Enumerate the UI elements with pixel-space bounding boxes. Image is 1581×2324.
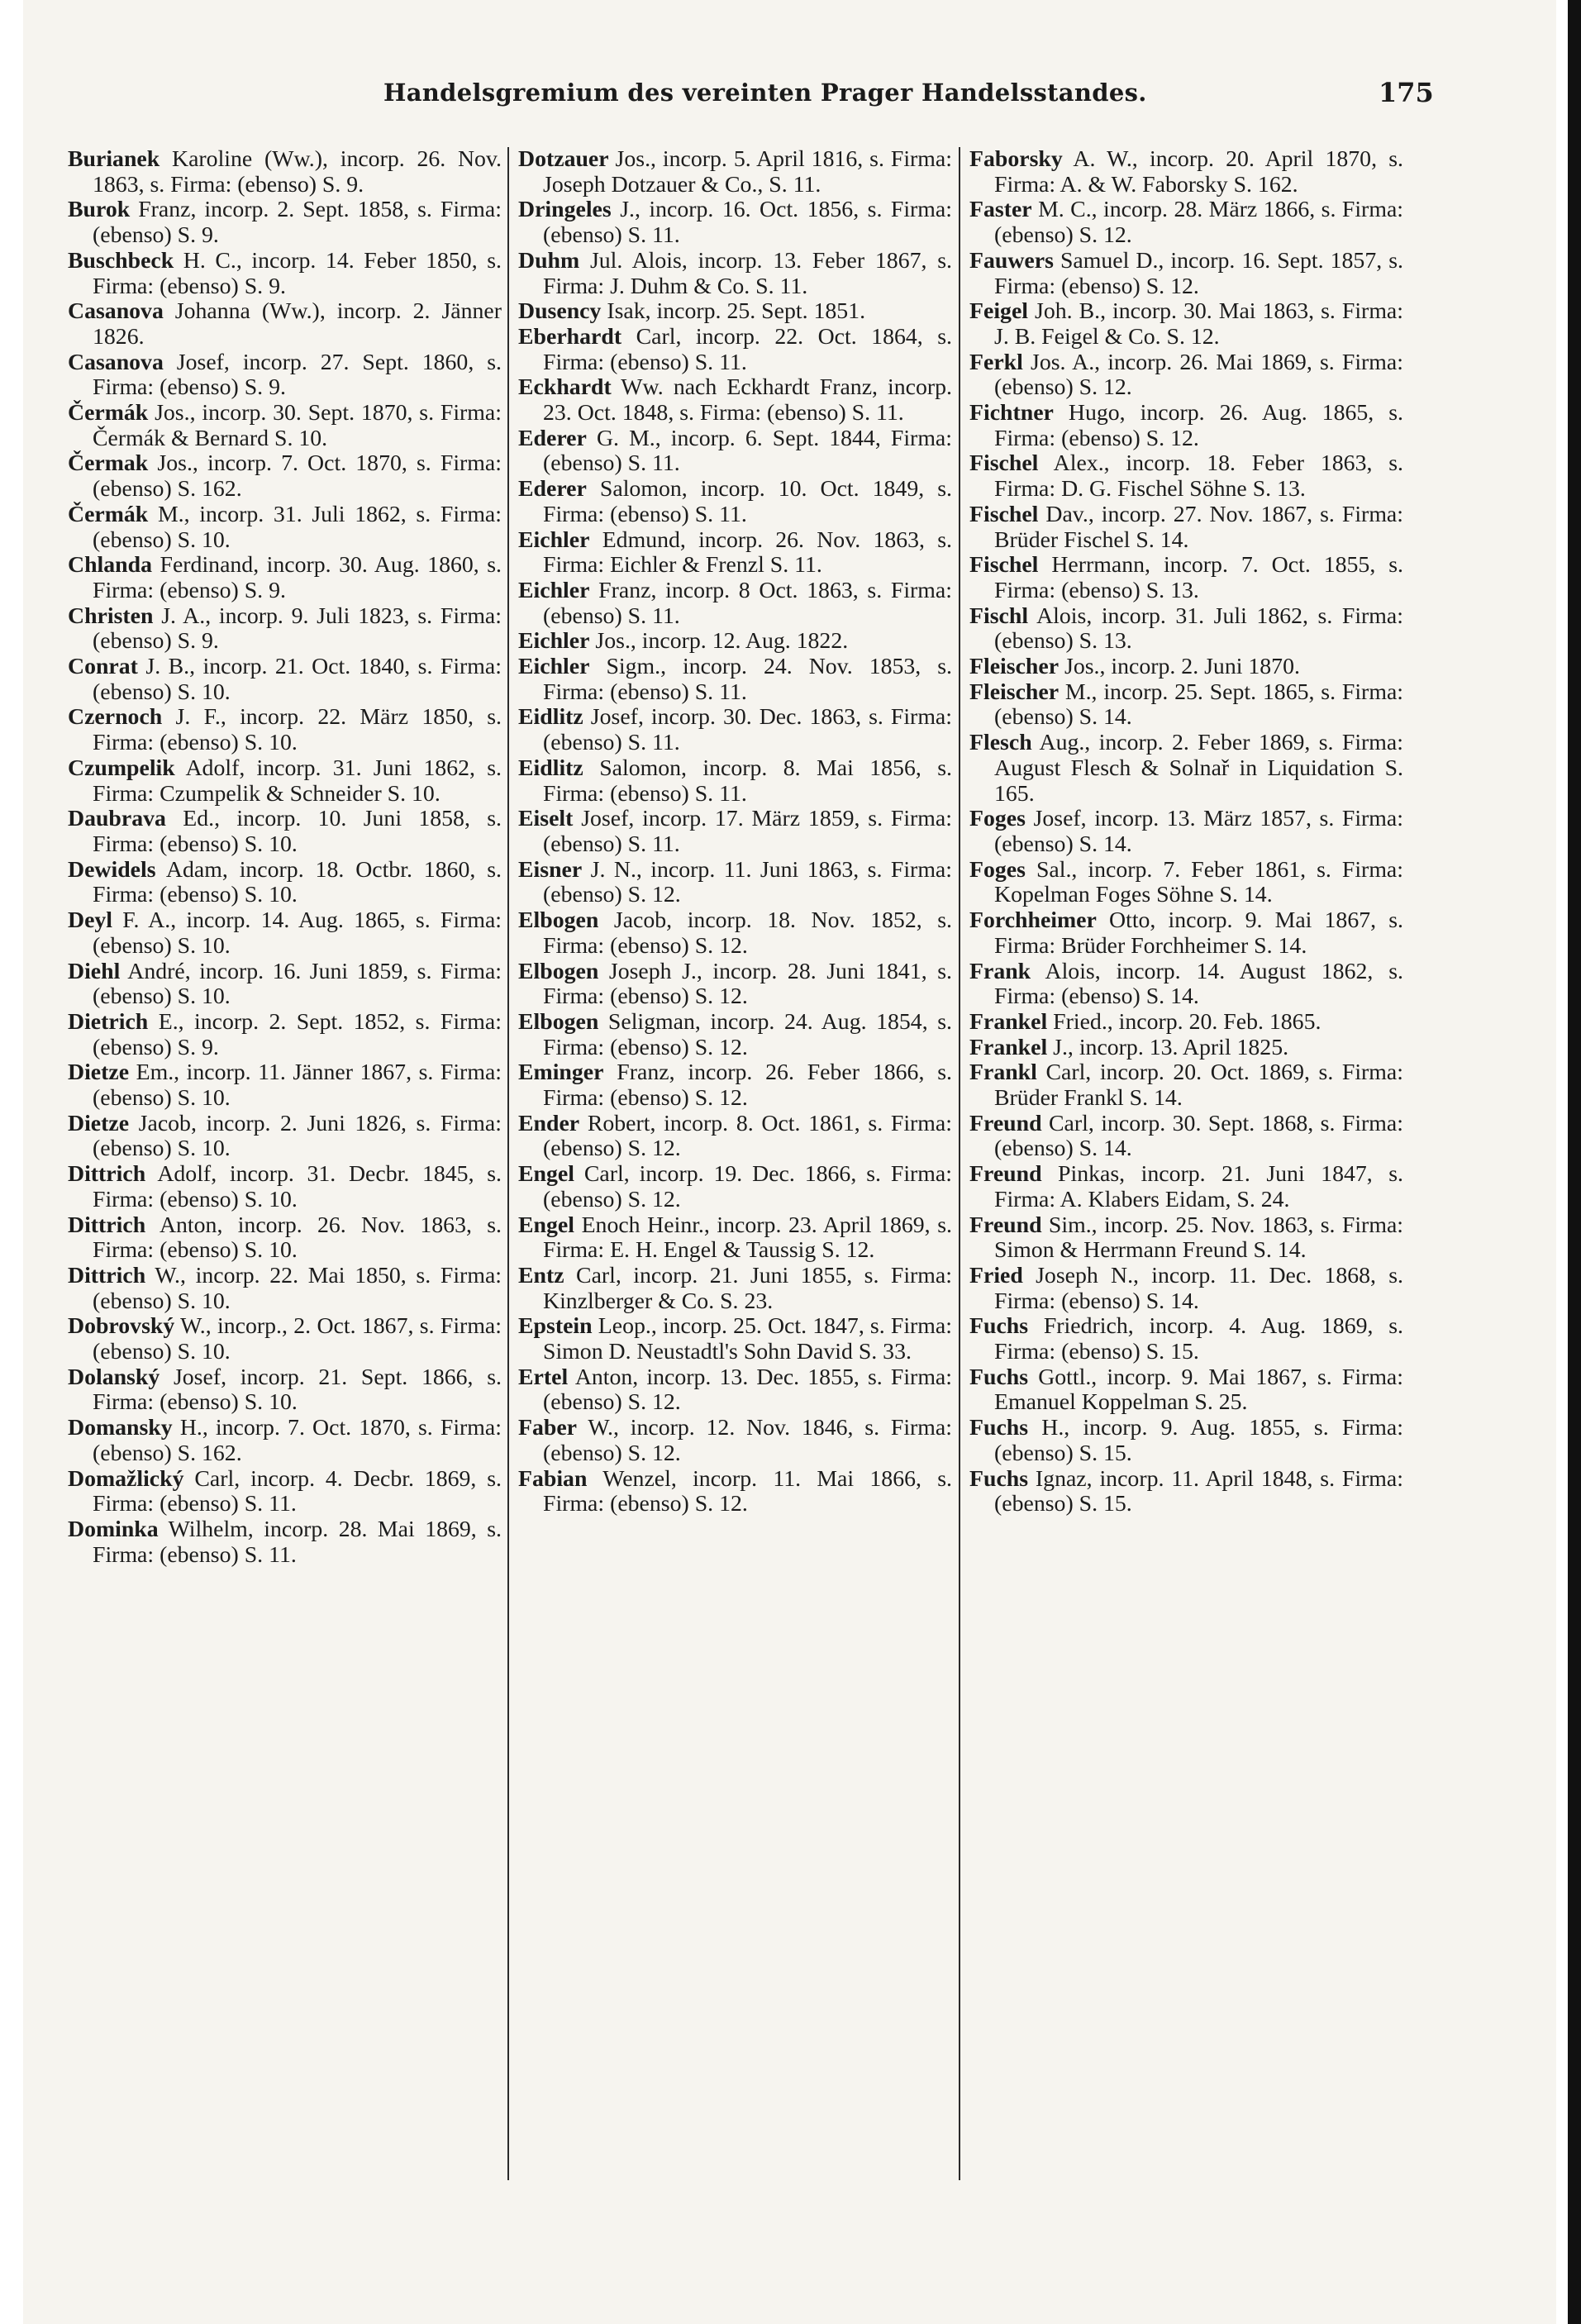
entry-surname: Eichler [518,577,590,603]
entry-surname: Dittrich [68,1262,146,1288]
directory-entry [68,1416,502,1466]
entry-details: W., incorp., 2. Oct. 1867, s. Firma: (ebenso) S. 10. [93,1313,502,1365]
entry-details: Sim., incorp. 25. Nov. 1863, s. Firma: Simon & Herrmann Freund S. 14. [994,1212,1403,1264]
entry-details: Jos., incorp. 30. Sept. 1870, s. Firma: Čermák & Bernard S. 10. [93,400,502,451]
entry-surname: Epstein [518,1313,593,1340]
directory-entry [969,401,1403,451]
entry-details: H., incorp. 7. Oct. 1870, s. Firma: (ebenso) S. 162. [93,1415,502,1466]
entry-details: Em., incorp. 11. Jänner 1867, s. Firma: (ebenso) S. 10. [93,1060,502,1112]
entry-surname: Dolanský [68,1364,160,1390]
entry-details: Dav., incorp. 27. Nov. 1867, s. Firma: Brüder Fischel S. 14. [994,501,1403,553]
entry-details: Joh. B., incorp. 30. Mai 1863, s. Firma: J. B. Feigel & Co. S. 12. [994,298,1403,350]
entry-surname: Fleischer [969,654,1060,680]
entry-surname: Faber [518,1415,578,1441]
entry-surname: Duhm [518,247,580,274]
entry-surname: Fuchs [969,1465,1029,1492]
page-edge-shadow [1568,0,1581,2324]
entry-surname: Czumpelik [68,755,175,781]
entry-details: Ignaz, incorp. 11. April 1848, s. Firma: (ebenso) S. 15. [994,1465,1403,1517]
entry-surname: Daubrava [68,806,166,832]
entry-details: Anton, incorp. 13. Dec. 1855, s. Firma: (ebenso) S. 12. [543,1364,952,1416]
directory-entry [518,655,952,705]
entry-surname: Buschbeck [68,247,174,274]
directory-entry [518,629,952,655]
entry-details: Jacob, incorp. 18. Nov. 1852, s. Firma: (ebenso) S. 12. [543,907,952,959]
entry-surname: Elbogen [518,1008,599,1035]
directory-entry [518,426,952,477]
entry-details: Samuel D., incorp. 16. Sept. 1857, s. Firma: (ebenso) S. 12. [994,247,1403,299]
entry-surname: Fuchs [969,1313,1029,1340]
directory-entry [518,325,952,375]
entry-surname: Fauwers [969,247,1054,274]
directory-entry [518,858,952,908]
entry-details: Otto, incorp. 9. Mai 1867, s. Firma: Brüder Forchheimer S. 14. [994,907,1403,959]
entry-details: Adolf, incorp. 31. Juni 1862, s. Firma: Czumpelik & Schneider S. 10. [93,755,502,807]
page-number: 175 [1379,77,1434,108]
entry-details: Jacob, incorp. 2. Juni 1826, s. Firma: (ebenso) S. 10. [93,1110,502,1162]
entry-surname: Fischel [969,450,1039,477]
entry-details: W., incorp. 12. Nov. 1846, s. Firma: (ebenso) S. 12. [543,1415,952,1466]
directory-entry [518,1213,952,1264]
entry-details: Seligman, incorp. 24. Aug. 1854, s. Firma: (ebenso) S. 12. [543,1008,952,1060]
entry-details: Alois, incorp. 31. Juli 1862, s. Firma: (ebenso) S. 13. [994,602,1403,655]
entry-surname: Domažlický [68,1465,184,1492]
directory-entry [518,579,952,629]
entry-details: Carl, incorp. 22. Oct. 1864, s. Firma: (ebenso) S. 11. [543,323,952,375]
running-header-title: Handelsgremium des vereinten Prager Handelsstandes. [383,79,1147,107]
entry-details: Jos., incorp. 5. April 1816, s. Firma: Joseph Dotzauer & Co., S. 11. [543,147,952,198]
entry-surname: Elbogen [518,958,599,984]
entry-details: Enoch Heinr., incorp. 23. April 1869, s. Firma: E. H. Engel & Taussig S. 12. [543,1212,952,1264]
entry-details: Friedrich, incorp. 4. Aug. 1869, s. Firma: (ebenso) S. 15. [994,1313,1403,1365]
entry-surname: Dringeles [518,197,612,223]
entry-details: Carl, incorp. 20. Oct. 1869, s. Firma: Brüder Frankl S. 14. [994,1060,1403,1112]
entry-details: Carl, incorp. 19. Dec. 1866, s. Firma: (ebenso) S. 12. [543,1161,952,1212]
entry-surname: Czernoch [68,704,163,731]
directory-entry [68,1162,502,1212]
directory-entry [518,528,952,579]
entry-surname: Chlanda [68,552,152,579]
entry-surname: Frankel [969,1008,1048,1035]
directory-entry [518,908,952,959]
entry-details: Carl, incorp. 30. Sept. 1868, s. Firma: (ebenso) S. 14. [994,1110,1403,1162]
directory-entry [518,1365,952,1416]
directory-entry [68,705,502,755]
directory-entry [969,1162,1403,1212]
entry-details: Isak, incorp. 25. Sept. 1851. [601,298,866,325]
entry-details: Franz, incorp. 2. Sept. 1858, s. Firma: (ebenso) S. 9. [93,197,502,249]
entry-details: J. N., incorp. 11. Juni 1863, s. Firma: (ebenso) S. 12. [543,856,952,908]
directory-entry [68,401,502,451]
entry-surname: Conrat [68,654,138,680]
directory-entry [518,960,952,1010]
directory-column-1 [68,147,502,2188]
directory-entry [68,249,502,299]
entry-surname: Fischel [969,501,1039,527]
directory-entry [518,807,952,857]
entry-details: Edmund, incorp. 26. Nov. 1863, s. Firma: Eichler & Frenzl S. 11. [543,526,952,579]
entry-surname: Eichler [518,628,590,655]
entry-details: Wilhelm, incorp. 28. Mai 1869, s. Firma: (ebenso) S. 11. [93,1516,502,1568]
entry-surname: Fuchs [969,1415,1029,1441]
directory-entry [518,1010,952,1060]
entry-details: Robert, incorp. 8. Oct. 1861, s. Firma: (ebenso) S. 12. [543,1110,952,1162]
directory-entry [969,147,1403,198]
directory-entry [969,1010,1403,1036]
entry-details: Leop., incorp. 25. Oct. 1847, s. Firma: Simon D. Neustadtl's Sohn David S. 33. [543,1313,952,1365]
entry-details: Jos. A., incorp. 26. Mai 1869, s. Firma: (ebenso) S. 12. [994,349,1403,401]
directory-entry [969,198,1403,248]
entry-details: Salomon, incorp. 10. Oct. 1849, s. Firma: (ebenso) S. 11. [543,476,952,527]
directory-entry [969,731,1403,807]
directory-entry [68,299,502,350]
directory-entry [518,477,952,527]
directory-entry [969,655,1403,680]
directory-entry [969,553,1403,603]
directory-entry [68,604,502,655]
directory-entry [969,960,1403,1010]
directory-entry [969,502,1403,553]
entry-details: Franz, incorp. 26. Feber 1866, s. Firma: (ebenso) S. 12. [543,1060,952,1112]
directory-entry [969,1060,1403,1111]
directory-entry [969,604,1403,655]
entry-details: E., incorp. 2. Sept. 1852, s. Firma: (ebenso) S. 9. [93,1008,502,1060]
entry-details: A. W., incorp. 20. April 1870, s. Firma: A. & W. Faborsky S. 162. [994,147,1403,198]
entry-surname: Frankl [969,1060,1037,1086]
directory-entry [68,1314,502,1364]
directory-column-2 [518,147,952,2188]
entry-surname: Feigel [969,298,1028,325]
entry-details: Josef, incorp. 21. Sept. 1866, s. Firma: (ebenso) S. 10. [93,1364,502,1416]
entry-surname: Faster [969,197,1032,223]
entry-surname: Freund [969,1110,1042,1136]
entry-details: Sal., incorp. 7. Feber 1861, s. Firma: Kopelman Foges Söhne S. 14. [994,856,1403,908]
entry-details: J., incorp. 16. Oct. 1856, s. Firma: (ebenso) S. 11. [543,197,952,249]
entry-surname: Eidlitz [518,755,583,781]
directory-entry [68,1213,502,1264]
entry-surname: Domansky [68,1415,173,1441]
entry-details: M., incorp. 31. Juli 1862, s. Firma: (ebenso) S. 10. [93,501,502,553]
entry-surname: Eckhardt [518,374,612,401]
directory-column-3 [969,147,1403,2188]
entry-details: Ww. nach Eckhardt Franz, incorp. 23. Oct. 1848, s. Firma: (ebenso) S. 11. [543,374,952,426]
entry-details: Jos., incorp. 2. Juni 1870. [1059,654,1300,680]
directory-entry [68,655,502,705]
entry-details: Karoline (Ww.), incorp. 26. Nov. 1863, s. Firma: (ebenso) S. 9. [93,147,502,198]
entry-surname: Elbogen [518,907,599,934]
entry-surname: Čermák [68,501,149,527]
entry-details: Joseph N., incorp. 11. Dec. 1868, s. Firma: (ebenso) S. 14. [994,1262,1403,1314]
entry-details: J. F., incorp. 22. März 1850, s. Firma: (ebenso) S. 10. [93,704,502,756]
entry-details: M., incorp. 25. Sept. 1865, s. Firma: (ebenso) S. 14. [994,679,1403,731]
entry-surname: Eiselt [518,806,574,832]
directory-entry [68,553,502,603]
directory-entry [68,858,502,908]
entry-surname: Ferkl [969,349,1023,375]
entry-surname: Flesch [969,730,1032,756]
entry-details: Fried., incorp. 20. Feb. 1865. [1047,1008,1321,1035]
entry-details: André, incorp. 16. Juni 1859, s. Firma: (ebenso) S. 10. [93,958,502,1010]
entry-details: Herrmann, incorp. 7. Oct. 1855, s. Firma: (ebenso) S. 13. [994,552,1403,603]
entry-surname: Eminger [518,1060,604,1086]
directory-entry [68,1112,502,1162]
entry-surname: Fichtner [969,400,1054,426]
directory-entry [68,451,502,502]
entry-surname: Deyl [68,907,113,934]
directory-entry [969,451,1403,502]
directory-entry [518,756,952,807]
entry-surname: Fleischer [969,679,1060,705]
entry-surname: Foges [969,806,1026,832]
directory-entry [518,147,952,198]
directory-entry [518,1314,952,1364]
entry-surname: Frankel [969,1034,1048,1060]
entry-details: Adam, incorp. 18. Octbr. 1860, s. Firma: (ebenso) S. 10. [93,856,502,908]
directory-entry [969,1112,1403,1162]
entry-surname: Casanova [68,349,164,375]
directory-entry [68,960,502,1010]
entry-surname: Eidlitz [518,704,583,731]
directory-entry [518,705,952,755]
entry-surname: Dobrovský [68,1313,175,1340]
entry-surname: Burok [68,197,131,223]
entry-surname: Engel [518,1161,574,1188]
directory-entry [68,198,502,248]
directory-entry [518,249,952,299]
entry-details: Alois, incorp. 14. August 1862, s. Firma: (ebenso) S. 14. [994,958,1403,1010]
entry-surname: Faborsky [969,147,1063,172]
directory-entry [68,1467,502,1517]
entry-surname: Čermak [68,450,149,477]
entry-details: Adolf, incorp. 31. Decbr. 1845, s. Firma: (ebenso) S. 10. [93,1161,502,1212]
entry-details: Hugo, incorp. 26. Aug. 1865, s. Firma: (ebenso) S. 12. [994,400,1403,451]
entry-surname: Dittrich [68,1212,146,1238]
directory-entry [68,756,502,807]
entry-surname: Dominka [68,1516,159,1542]
directory-entry [68,1010,502,1060]
directory-entry [969,1365,1403,1416]
entry-surname: Forchheimer [969,907,1097,934]
entry-surname: Entz [518,1262,564,1288]
directory-entry [969,1213,1403,1264]
entry-details: H., incorp. 9. Aug. 1855, s. Firma: (ebenso) S. 15. [994,1415,1403,1466]
entry-surname: Ederer [518,476,587,502]
directory-entry [518,198,952,248]
column-divider [959,147,960,2180]
entry-details: J. B., incorp. 21. Oct. 1840, s. Firma: (ebenso) S. 10. [93,654,502,705]
entry-details: Jos., incorp. 12. Aug. 1822. [589,628,849,655]
column-divider [507,147,509,2180]
entry-details: Jul. Alois, incorp. 13. Feber 1867, s. Firma: J. Duhm & Co. S. 11. [543,247,952,299]
directory-entry [969,1036,1403,1061]
entry-surname: Eisner [518,856,583,883]
directory-entry [969,680,1403,731]
entry-surname: Fuchs [969,1364,1029,1390]
entry-details: Pinkas, incorp. 21. Juni 1847, s. Firma: A. Klabers Eidam, S. 24. [994,1161,1403,1212]
entry-details: W., incorp. 22. Mai 1850, s. Firma: (ebenso) S. 10. [93,1262,502,1314]
directory-entry [969,858,1403,908]
directory-entry [969,1416,1403,1466]
entry-details: Joseph J., incorp. 28. Juni 1841, s. Firma: (ebenso) S. 12. [543,958,952,1010]
entry-surname: Diehl [68,958,121,984]
directory-entry [518,1060,952,1111]
entry-surname: Dietze [68,1110,130,1136]
entry-surname: Christen [68,602,154,629]
directory-entry [68,1264,502,1314]
entry-surname: Eberhardt [518,323,622,350]
entry-details: Josef, incorp. 17. März 1859, s. Firma: (ebenso) S. 11. [543,806,952,857]
entry-surname: Eichler [518,526,590,553]
entry-surname: Ederer [518,425,587,451]
directory-entry [969,1314,1403,1364]
entry-details: Aug., incorp. 2. Feber 1869, s. Firma: August Flesch & Solnař in Liquidation S. 165. [994,730,1403,807]
entry-details: Jos., incorp. 7. Oct. 1870, s. Firma: (ebenso) S. 162. [93,450,502,502]
entry-details: Josef, incorp. 30. Dec. 1863, s. Firma: (ebenso) S. 11. [543,704,952,756]
entry-details: Wenzel, incorp. 11. Mai 1866, s. Firma: (ebenso) S. 12. [543,1465,952,1517]
directory-entry [68,1517,502,1568]
entry-surname: Ender [518,1110,580,1136]
directory-entry [68,350,502,401]
directory-entry [518,1264,952,1314]
entry-details: Alex., incorp. 18. Feber 1863, s. Firma: D. G. Fischel Söhne S. 13. [994,450,1403,502]
entry-details: Franz, incorp. 8 Oct. 1863, s. Firma: (ebenso) S. 11. [543,577,952,629]
entry-details: Salomon, incorp. 8. Mai 1856, s. Firma: (ebenso) S. 11. [543,755,952,807]
entry-surname: Čermák [68,400,149,426]
entry-details: Anton, incorp. 26. Nov. 1863, s. Firma: (ebenso) S. 10. [93,1212,502,1264]
entry-surname: Dietze [68,1060,130,1086]
entry-surname: Eichler [518,654,590,680]
entry-details: G. M., incorp. 6. Sept. 1844, Firma: (ebenso) S. 11. [543,425,952,477]
entry-details: Johanna (Ww.), incorp. 2. Jänner 1826. [93,298,502,350]
entry-details: J., incorp. 13. April 1825. [1047,1034,1289,1060]
entry-details: Josef, incorp. 27. Sept. 1860, s. Firma: (ebenso) S. 9. [93,349,502,401]
entry-surname: Engel [518,1212,574,1238]
entry-details: Sigm., incorp. 24. Nov. 1853, s. Firma: (ebenso) S. 11. [543,654,952,705]
directory-entry [68,908,502,959]
directory-entry [969,908,1403,959]
entry-surname: Freund [969,1212,1042,1238]
entry-details: J. A., incorp. 9. Juli 1823, s. Firma: (ebenso) S. 9. [93,602,502,655]
entry-details: Gottl., incorp. 9. Mai 1867, s. Firma: Emanuel Koppelman S. 25. [994,1364,1403,1416]
entry-details: Josef, incorp. 13. März 1857, s. Firma: (ebenso) S. 14. [994,806,1403,857]
directory-entry [68,147,502,198]
directory-entry [68,1365,502,1416]
directory-entry [969,1264,1403,1314]
entry-surname: Fischl [969,602,1029,629]
entry-details: M. C., incorp. 28. März 1866, s. Firma: (ebenso) S. 12. [994,197,1403,249]
entry-surname: Dittrich [68,1161,146,1188]
directory-entry [518,1112,952,1162]
entry-surname: Dietrich [68,1008,149,1035]
entry-surname: Freund [969,1161,1042,1188]
directory-entry [518,1162,952,1212]
directory-entry [68,1060,502,1111]
entry-surname: Burianek [68,147,160,172]
entry-details: Carl, incorp. 4. Decbr. 1869, s. Firma: (ebenso) S. 11. [93,1465,502,1517]
entry-surname: Fischel [969,552,1039,579]
entry-surname: Dotzauer [518,147,609,172]
directory-entry [518,375,952,426]
entry-details: Ferdinand, incorp. 30. Aug. 1860, s. Firma: (ebenso) S. 9. [93,552,502,603]
directory-entry [969,249,1403,299]
directory-entry [969,1467,1403,1517]
entry-surname: Casanova [68,298,164,325]
entry-details: H. C., incorp. 14. Feber 1850, s. Firma: (ebenso) S. 9. [93,247,502,299]
directory-entry [518,1467,952,1517]
directory-entry [969,807,1403,857]
entry-details: F. A., incorp. 14. Aug. 1865, s. Firma: (ebenso) S. 10. [93,907,502,959]
entry-surname: Foges [969,856,1026,883]
directory-entry [68,807,502,857]
entry-surname: Dewidels [68,856,156,883]
directory-entry [518,299,952,325]
directory-entry [969,350,1403,401]
entry-details: Carl, incorp. 21. Juni 1855, s. Firma: Kinzlberger & Co. S. 23. [543,1262,952,1314]
entry-surname: Fabian [518,1465,588,1492]
directory-entry [518,1416,952,1466]
directory-entry [969,299,1403,350]
entry-surname: Fried [969,1262,1023,1288]
directory-entry [68,502,502,553]
entry-surname: Frank [969,958,1031,984]
entry-surname: Dusency [518,298,602,325]
entry-details: Ed., incorp. 10. Juni 1858, s. Firma: (ebenso) S. 10. [93,806,502,857]
entry-surname: Ertel [518,1364,569,1390]
